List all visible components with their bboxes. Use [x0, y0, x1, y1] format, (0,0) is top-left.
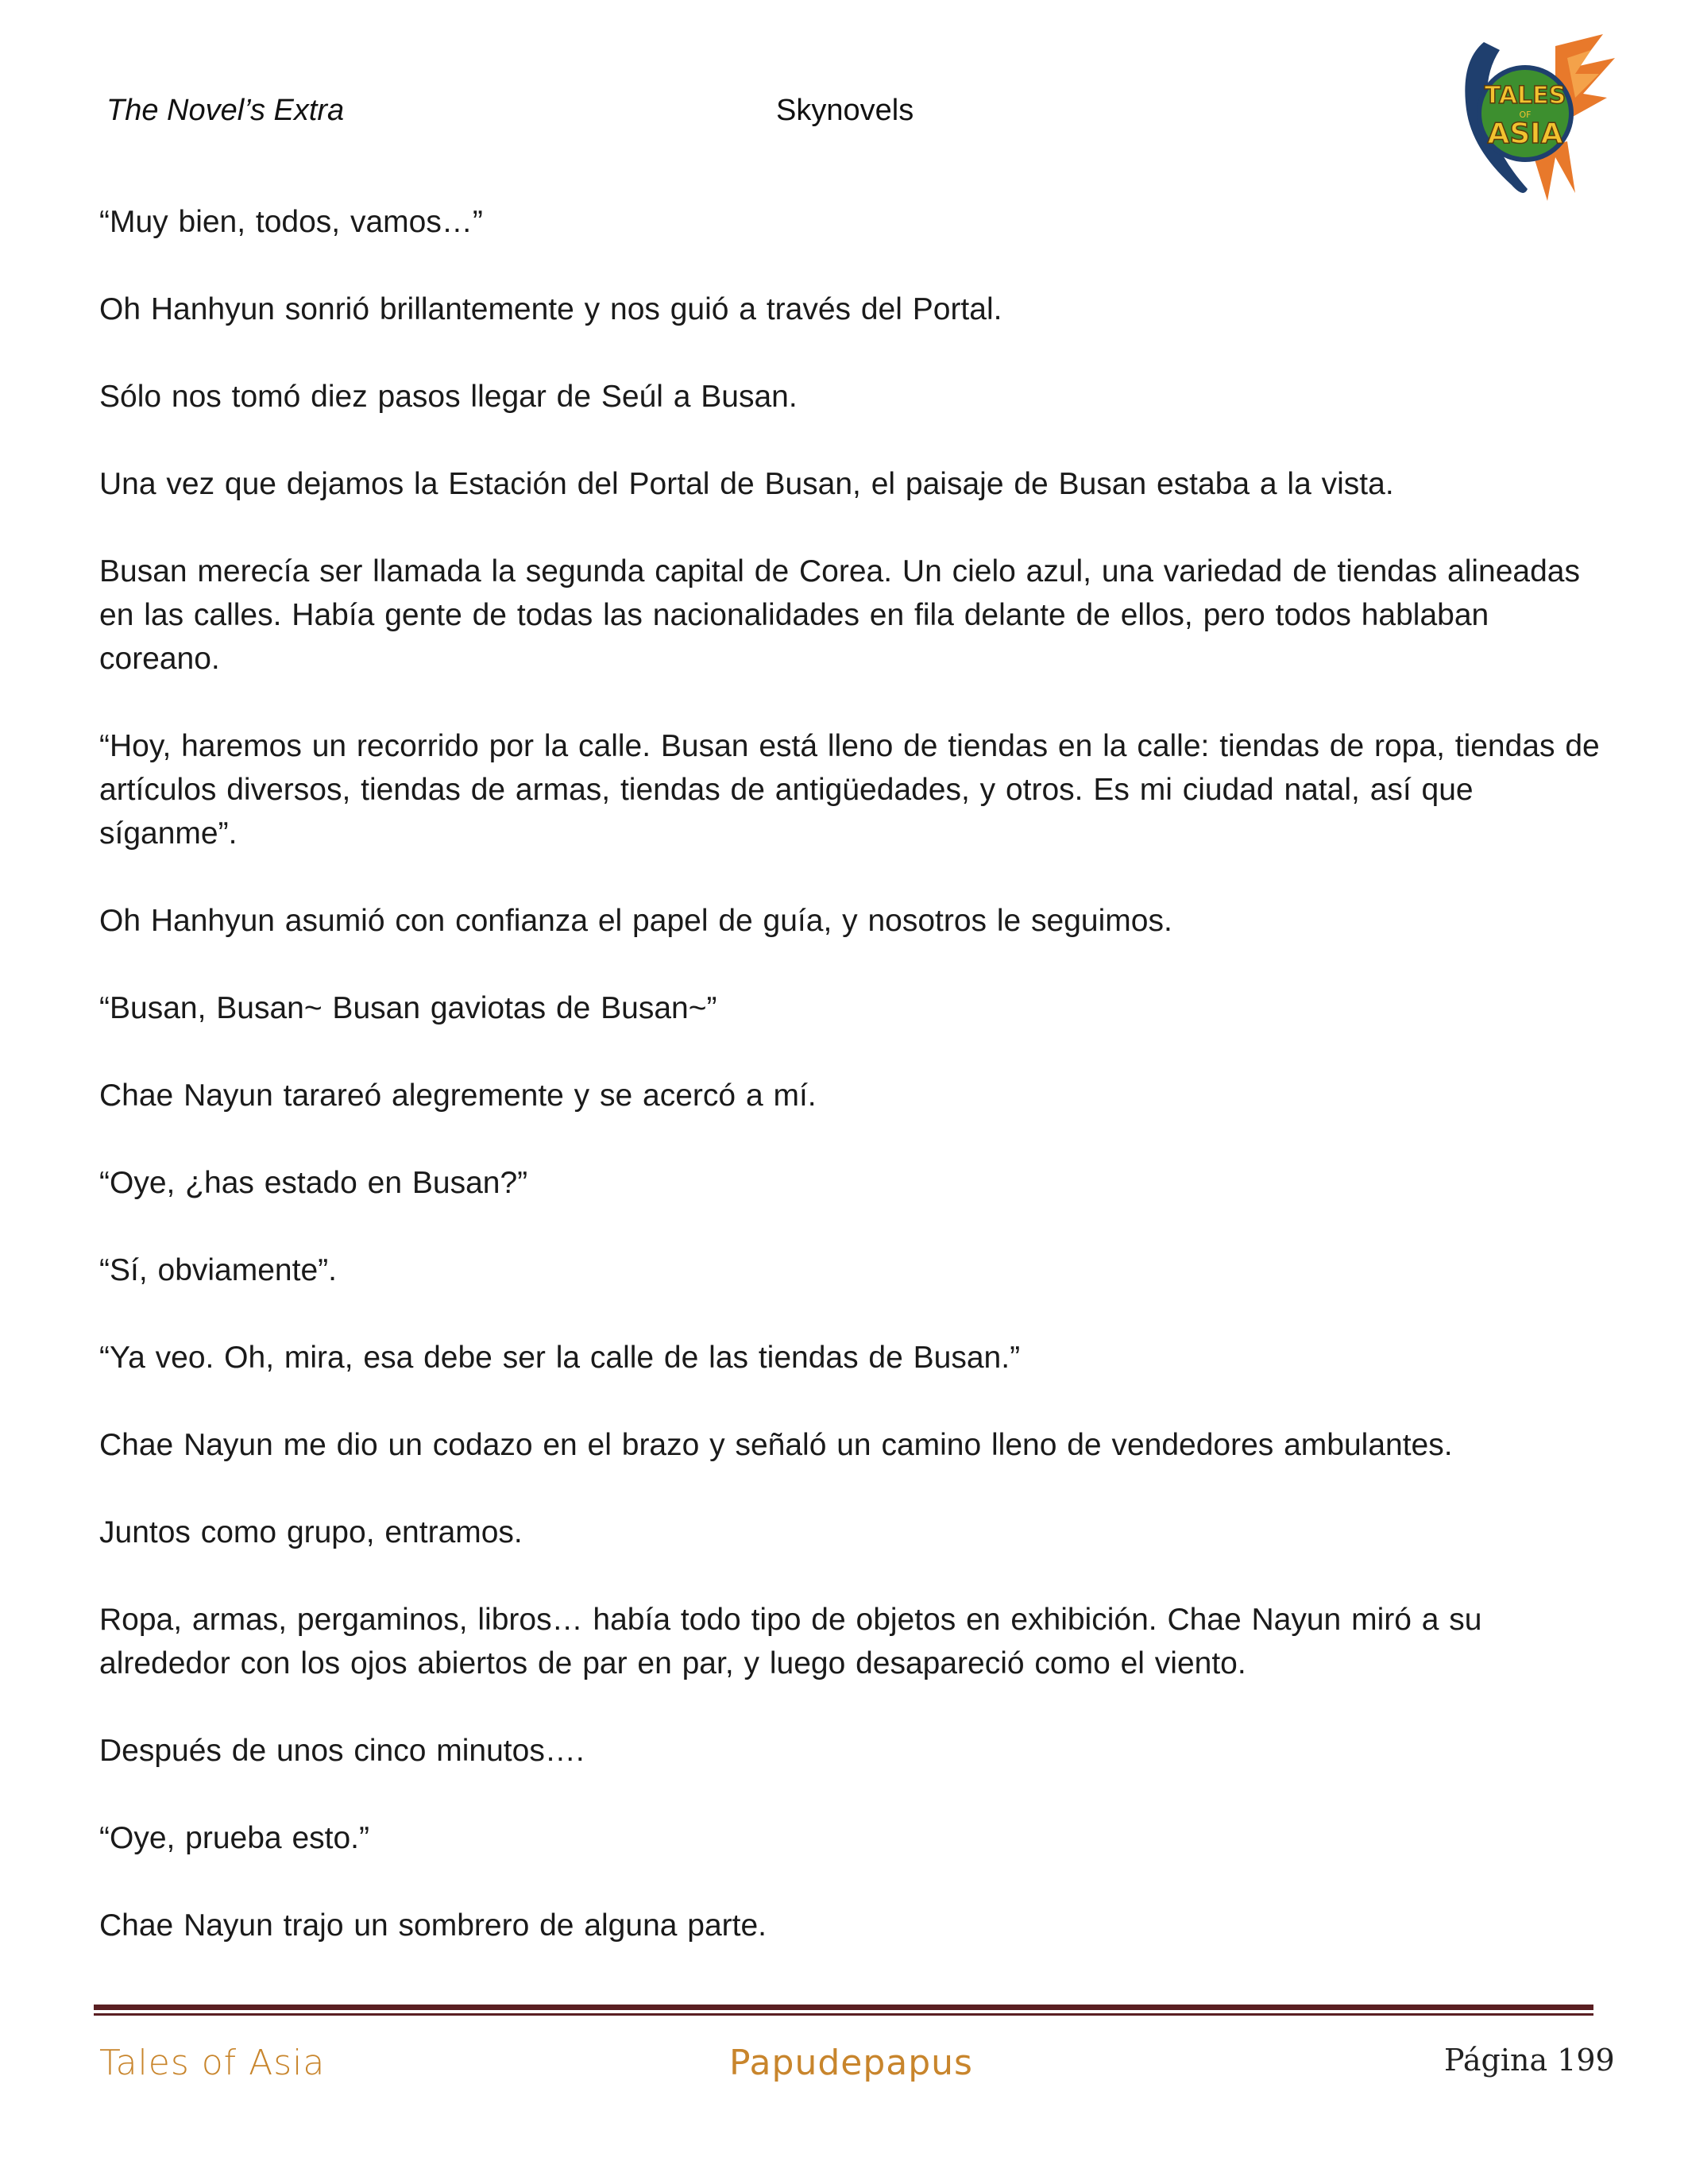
paragraph: “Muy bien, todos, vamos…”	[99, 205, 483, 239]
paragraph: Busan merecía ser llamada la segunda capital de Corea. Un cielo azul, una variedad de tiendas alineadas en las calles. Había gente de todas las nacionalidades en fila delante de ellos, pero todos hablaban coreano.	[99, 554, 1580, 676]
footer-publisher: Tales of Asia	[99, 2043, 326, 2083]
footer-divider	[94, 2005, 1593, 2010]
paragraph: Ropa, armas, pergaminos, libros… había todo tipo de objetos en exhibición. Chae Nayun miró a su alrededor con los ojos abiertos de par en par, y luego desapareció como el viento.	[99, 1603, 1482, 1680]
paragraph: Oh Hanhyun sonrió brillantemente y nos guió a través del Portal.	[99, 292, 1002, 326]
footer-divider-thin	[94, 2013, 1593, 2016]
logo-text-top: TALES	[1484, 82, 1566, 110]
footer-translator: Papudepapus	[729, 2043, 973, 2083]
paragraph: “Oye, ¿has estado en Busan?”	[99, 1166, 528, 1200]
novel-title: The Novel’s Extra	[106, 94, 345, 127]
paragraph: “Hoy, haremos un recorrido por la calle. Busan está lleno de tiendas en la calle: tiendas de ropa, tiendas de artículos diversos, tiendas de armas, tiendas de antigüedades, y otros. Es mi ciudad natal, así que síganme”.	[99, 729, 1600, 851]
paragraph: Chae Nayun trajo un sombrero de alguna parte.	[99, 1908, 767, 1943]
site-name: Skynovels	[776, 94, 914, 127]
paragraph: Sólo nos tomó diez pasos llegar de Seúl a Busan.	[99, 380, 798, 414]
paragraph: “Sí, obviamente”.	[99, 1253, 337, 1287]
paragraph: Chae Nayun me dio un codazo en el brazo y señaló un camino lleno de vendedores ambulantes.	[99, 1428, 1453, 1462]
paragraph: “Busan, Busan~ Busan gaviotas de Busan~”	[99, 991, 717, 1025]
paragraph: Juntos como grupo, entramos.	[99, 1515, 523, 1549]
paragraph: Chae Nayun tarareó alegremente y se acercó a mí.	[99, 1078, 817, 1113]
paragraph: “Ya veo. Oh, mira, esa debe ser la calle de las tiendas de Busan.”	[99, 1341, 1021, 1375]
paragraph: “Oye, prueba esto.”	[99, 1821, 369, 1855]
paragraph: Oh Hanhyun asumió con confianza el papel de guía, y nosotros le seguimos.	[99, 904, 1172, 938]
page-number: Página 199	[1444, 2043, 1615, 2078]
paragraph: Después de unos cinco minutos….	[99, 1734, 585, 1768]
logo-text-bottom: ASIA	[1487, 118, 1563, 150]
chapter-body	[99, 200, 1601, 1991]
logo-text-small: OF	[1519, 110, 1532, 120]
tales-of-asia-logo	[1436, 30, 1619, 205]
paragraph: Una vez que dejamos la Estación del Portal de Busan, el paisaje de Busan estaba a la vista.	[99, 467, 1394, 501]
